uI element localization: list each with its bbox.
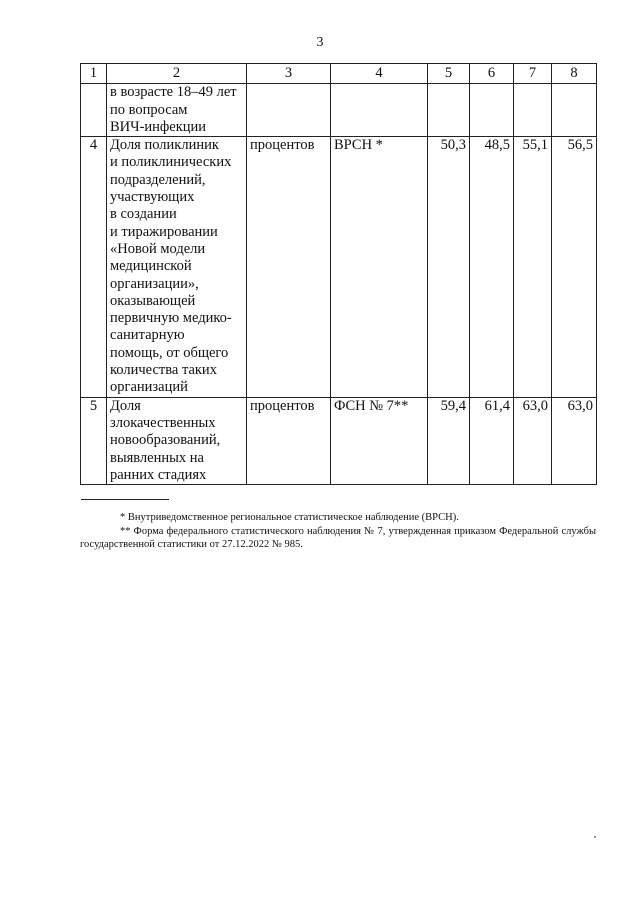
header-cell: 7	[514, 64, 552, 84]
row-number: 4	[81, 137, 107, 397]
footnotes	[80, 511, 596, 552]
value-cell: 63,0	[514, 397, 552, 484]
unit-cell: процентов	[247, 397, 331, 484]
value-cell	[514, 84, 552, 137]
row-number: 5	[81, 397, 107, 484]
indicator-line: организаций	[110, 379, 188, 396]
value-cell	[428, 84, 470, 137]
indicator-line: Доля	[110, 397, 141, 414]
value-cell	[470, 84, 514, 137]
indicator-line: «Новой модели	[110, 240, 206, 257]
indicator-line: количества таких	[110, 362, 217, 379]
value-cell: 61,4	[470, 397, 514, 484]
indicator-line: оказывающей	[110, 292, 196, 309]
source-cell	[331, 84, 428, 137]
page-number: 3	[316, 35, 324, 50]
indicator-line: и тиражировании	[110, 223, 218, 240]
scan-speck	[594, 836, 596, 838]
indicator-line: участвующих	[110, 189, 195, 206]
header-cell: 2	[107, 64, 247, 84]
value-cell: 48,5	[470, 137, 514, 397]
table-header-row	[81, 64, 597, 84]
indicator-line: помощь, от общего	[110, 344, 229, 361]
header-cell: 4	[331, 64, 428, 84]
value-cell: 56,5	[552, 137, 597, 397]
indicator-line: выявленных на	[110, 449, 204, 466]
indicator-line: в создании	[110, 206, 177, 223]
indicator-cell	[107, 397, 247, 484]
header-cell: 3	[247, 64, 331, 84]
indicator-line: по вопросам	[110, 101, 188, 118]
header-cell: 6	[470, 64, 514, 84]
table-row	[81, 397, 597, 484]
indicator-line: Доля поликлиник	[110, 137, 219, 154]
indicator-line: организации»,	[110, 275, 199, 292]
indicator-line: злокачественных	[110, 414, 216, 431]
indicator-line: ранних стадиях	[110, 466, 207, 483]
indicator-cell	[107, 137, 247, 397]
unit-cell	[247, 84, 331, 137]
source-cell: ВРСН *	[331, 137, 428, 397]
indicator-line: первичную медико-	[110, 310, 232, 327]
header-cell: 8	[552, 64, 597, 84]
source-cell: ФСН № 7**	[331, 397, 428, 484]
table-row	[81, 84, 597, 137]
header-cell: 1	[81, 64, 107, 84]
row-number	[81, 84, 107, 137]
indicators-table	[80, 63, 597, 485]
indicator-line: санитарную	[110, 327, 185, 344]
value-cell	[552, 84, 597, 137]
indicator-line: новообразований,	[110, 432, 221, 449]
indicator-line: подразделений,	[110, 171, 206, 188]
indicator-line: в возрасте 18–49 лет	[110, 84, 237, 101]
indicator-line: ВИЧ-инфекции	[110, 118, 207, 135]
indicator-cell	[107, 84, 247, 137]
footnote-fsn7: ** Форма федерального статистического наблюдения № 7, утвержденная приказом Федеральной службы государственной статистики от 27.12.2022 № 985.	[80, 525, 596, 550]
indicator-line: медицинской	[110, 258, 192, 275]
value-cell: 50,3	[428, 137, 470, 397]
footnote-divider	[81, 499, 169, 500]
table-row	[81, 137, 597, 397]
value-cell: 63,0	[552, 397, 597, 484]
indicator-line: и поликлинических	[110, 154, 232, 171]
header-cell: 5	[428, 64, 470, 84]
unit-cell: процентов	[247, 137, 331, 397]
value-cell: 55,1	[514, 137, 552, 397]
footnote-vrsn: * Внутриведомственное региональное статистическое наблюдение (ВРСН).	[120, 512, 459, 523]
value-cell: 59,4	[428, 397, 470, 484]
